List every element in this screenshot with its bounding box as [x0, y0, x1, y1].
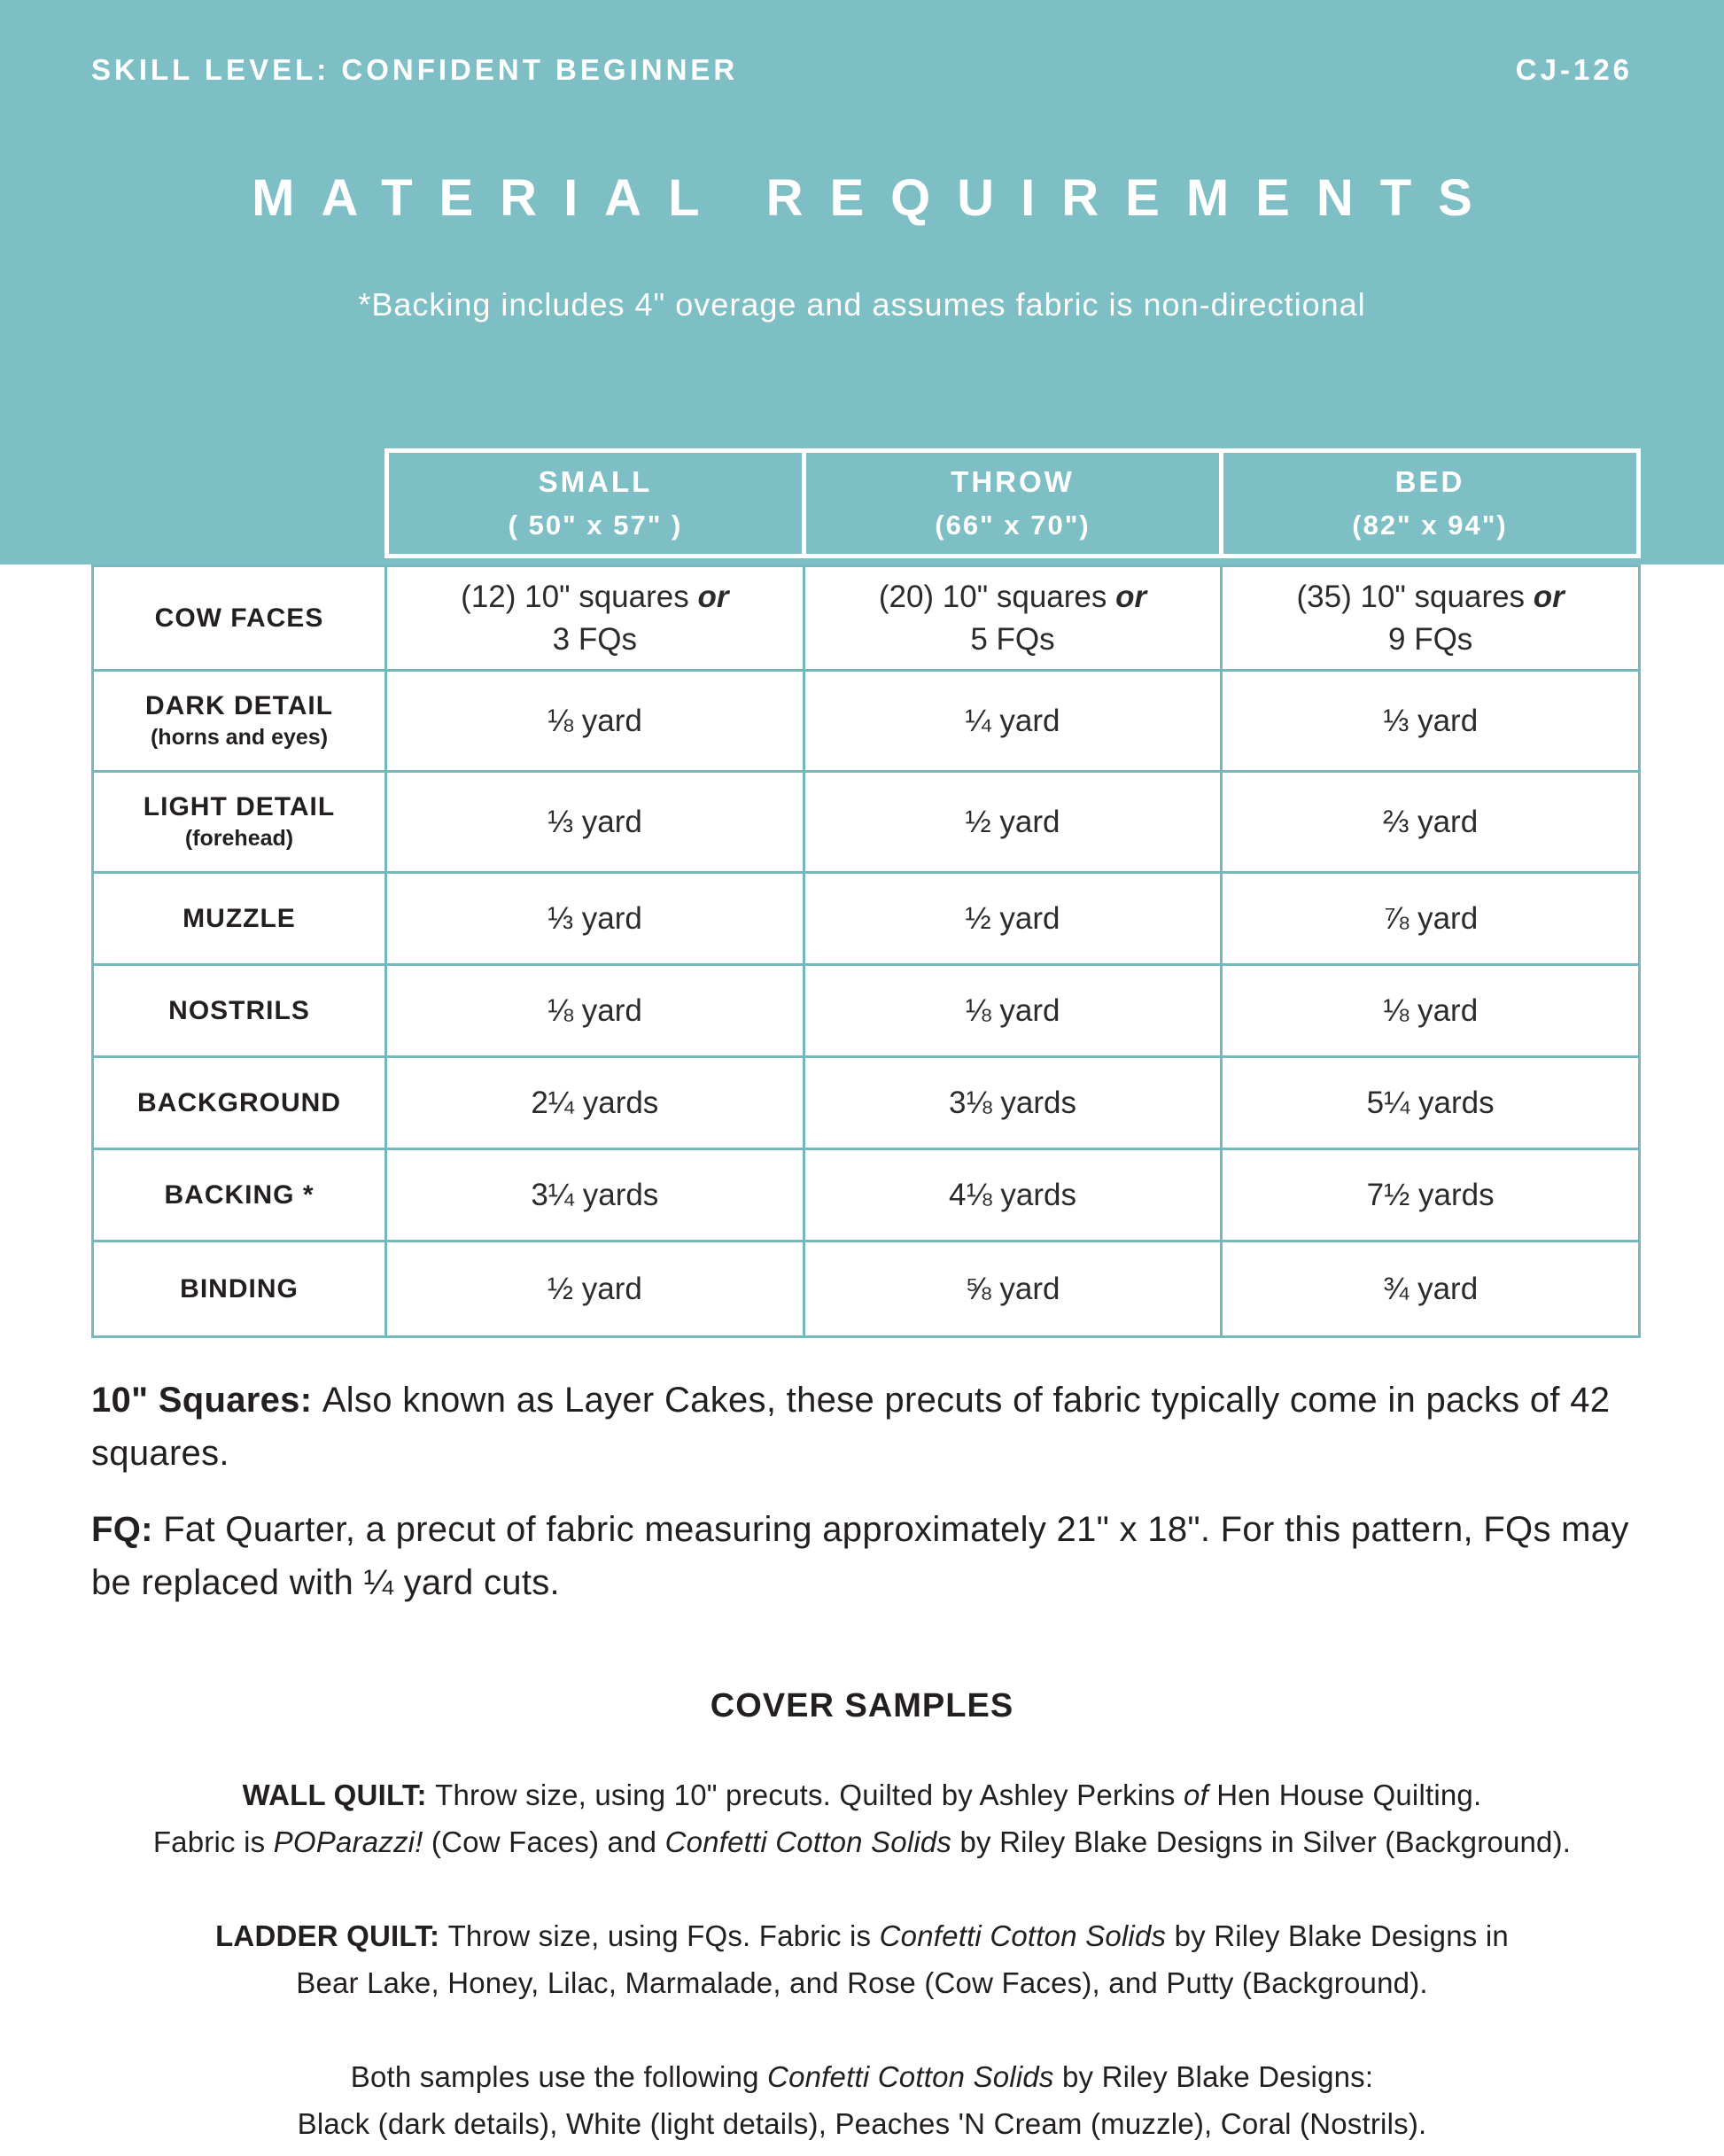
cell-bed: 5¼ yards [1222, 1057, 1640, 1149]
column-dimensions: ( 50" x 57" ) [508, 510, 683, 541]
cell-bed: ¾ yard [1222, 1241, 1640, 1337]
cell-bed: ⅔ yard [1222, 772, 1640, 873]
cell-bed: ⅓ yard [1222, 671, 1640, 772]
material-requirements-table [91, 564, 1641, 1338]
table-row-cow-faces [93, 566, 1640, 671]
cell-small: (12) 10" squares or 3 FQs [386, 566, 804, 671]
cell-bed: ⅛ yard [1222, 965, 1640, 1057]
note-10in-squares: 10" Squares: Also known as Layer Cakes, these precuts of fabric typically come in packs of 42 squares. [91, 1381, 1611, 1473]
cell-bed: ⅞ yard [1222, 873, 1640, 965]
page-title: MATERIAL REQUIREMENTS [252, 169, 1499, 227]
column-name: BED [1394, 465, 1465, 498]
column-header-throw [806, 448, 1223, 558]
teal-header-band [0, 0, 1724, 564]
table-size-headers [384, 448, 1641, 558]
cell-small: 2¼ yards [386, 1057, 804, 1149]
column-name: THROW [951, 465, 1075, 498]
backing-note: *Backing includes 4" overage and assumes fabric is non-directional [358, 286, 1366, 323]
pattern-code: CJ-126 [1515, 53, 1633, 86]
note-fq: FQ: Fat Quarter, a precut of fabric measuring approximately 21" x 18". For this pattern, FQs may be replaced with ¼ yard cuts. [91, 1510, 1629, 1602]
column-name: SMALL [538, 465, 653, 498]
table-row-backing [93, 1149, 1640, 1241]
column-header-small [384, 448, 806, 558]
cell-small: ½ yard [386, 1241, 804, 1337]
cell-small: 3¼ yards [386, 1149, 804, 1241]
skill-level-label: SKILL LEVEL: CONFIDENT BEGINNER [91, 53, 739, 86]
cell-throw: ⅛ yard [804, 965, 1222, 1057]
cell-throw: 3⅛ yards [804, 1057, 1222, 1149]
column-dimensions: (82" x 94") [1352, 510, 1508, 541]
row-label-cell: BACKGROUND [93, 1057, 386, 1149]
both-samples-description: Both samples use the following Confetti Cotton Solids by Riley Blake Designs: Black (dark details), White (light details), Peaches 'N Cream (muzzle), Coral (Nostrils). [297, 2059, 1427, 2141]
cell-throw: ½ yard [804, 772, 1222, 873]
cell-small: ⅓ yard [386, 873, 804, 965]
cover-samples-heading: COVER SAMPLES [710, 1687, 1014, 1724]
table-row-binding [93, 1241, 1640, 1337]
row-label-cell: LIGHT DETAIL (forehead) [93, 772, 386, 873]
definitions-section [91, 1374, 1633, 1609]
cell-small: ⅛ yard [386, 965, 804, 1057]
cell-throw: (20) 10" squares or 5 FQs [804, 566, 1222, 671]
column-header-bed [1223, 448, 1641, 558]
row-label-cell: MUZZLE [93, 873, 386, 965]
row-label-cell: COW FACES [93, 566, 386, 671]
top-bar [0, 0, 1724, 87]
cell-throw: 4⅛ yards [804, 1149, 1222, 1241]
table-row-dark-detail [93, 671, 1640, 772]
cell-small: ⅓ yard [386, 772, 804, 873]
row-label-cell: DARK DETAIL (horns and eyes) [93, 671, 386, 772]
cell-throw: ⅝ yard [804, 1241, 1222, 1337]
table-row-light-detail [93, 772, 1640, 873]
row-label-cell: NOSTRILS [93, 965, 386, 1057]
column-dimensions: (66" x 70") [935, 510, 1091, 541]
ladder-quilt-description: LADDER QUILT: Throw size, using FQs. Fabric is Confetti Cotton Solids by Riley Blake Designs in Bear Lake, Honey, Lilac, Marmalade, and Rose (Cow Faces), and Putty (Background). [215, 1919, 1509, 2000]
cell-throw: ½ yard [804, 873, 1222, 965]
cell-throw: ¼ yard [804, 671, 1222, 772]
cell-small: ⅛ yard [386, 671, 804, 772]
table-row-background [93, 1057, 1640, 1149]
table-row-muzzle [93, 873, 1640, 965]
cell-bed: (35) 10" squares or 9 FQs [1222, 566, 1640, 671]
table-row-nostrils [93, 965, 1640, 1057]
cell-bed: 7½ yards [1222, 1149, 1640, 1241]
row-label-cell: BINDING [93, 1241, 386, 1337]
wall-quilt-description: WALL QUILT: Throw size, using 10" precuts. Quilted by Ashley Perkins of Hen House Quilting. Fabric is POParazzi! (Cow Faces) and Confetti Cotton Solids by Riley Blake Designs in Silver (Background). [152, 1779, 1572, 1859]
row-label-cell: BACKING * [93, 1149, 386, 1241]
